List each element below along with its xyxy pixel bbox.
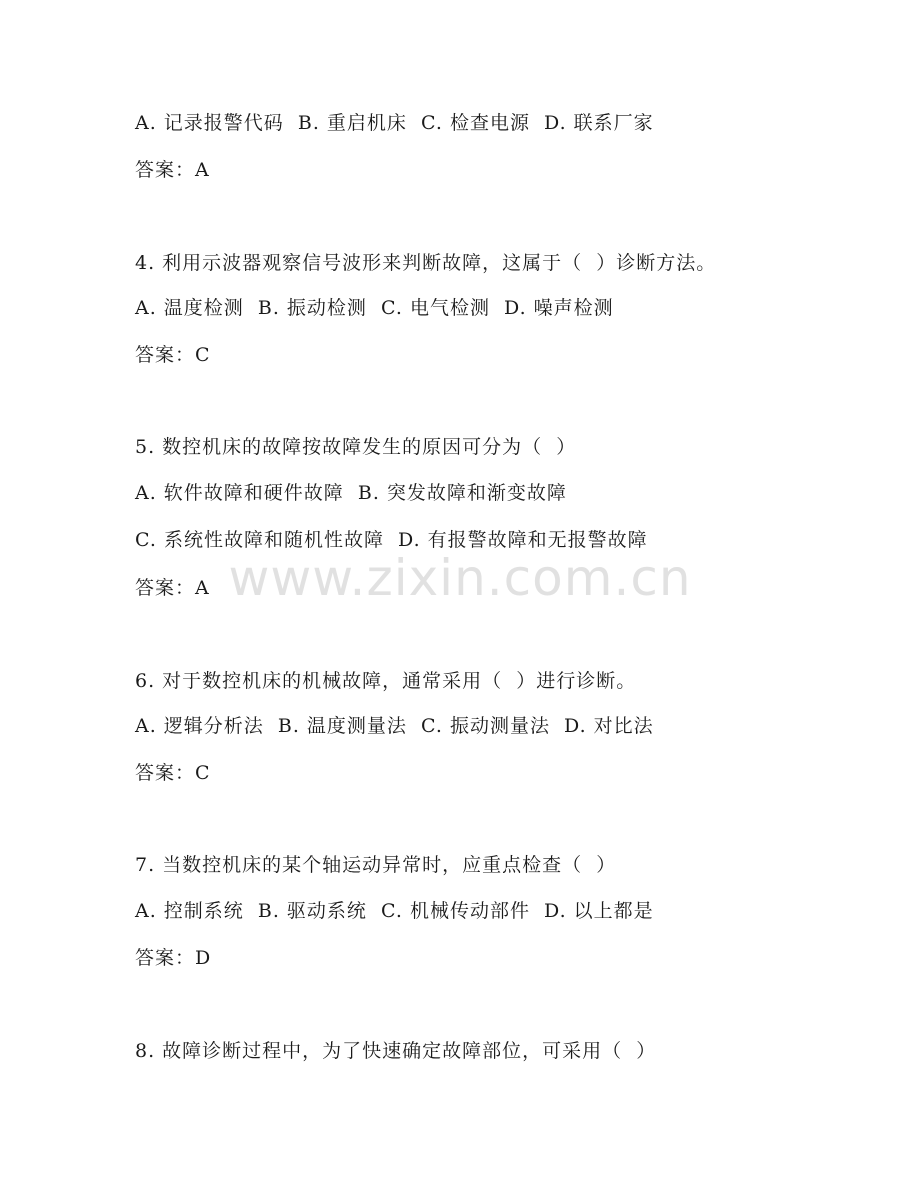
q4-answer: 答案：C	[135, 344, 211, 366]
q3-answer: 答案：A	[135, 159, 210, 181]
q7-options: A. 控制系统 B. 驱动系统 C. 机械传动部件 D. 以上都是	[135, 900, 654, 922]
q3-options: A. 记录报警代码 B. 重启机床 C. 检查电源 D. 联系厂家	[135, 112, 654, 134]
q6-question: 6. 对于数控机床的机械故障，通常采用（ ）进行诊断。	[135, 670, 637, 692]
q5-options-line1: A. 软件故障和硬件故障 B. 突发故障和渐变故障	[135, 482, 567, 504]
q7-answer: 答案：D	[135, 947, 212, 969]
q5-answer: 答案：A	[135, 577, 210, 599]
q6-answer: 答案：C	[135, 762, 211, 784]
q6-options: A. 逻辑分析法 B. 温度测量法 C. 振动测量法 D. 对比法	[135, 715, 654, 737]
q5-question: 5. 数控机床的故障按故障发生的原因可分为（ ）	[135, 436, 577, 458]
q4-options: A. 温度检测 B. 振动检测 C. 电气检测 D. 噪声检测	[135, 297, 614, 319]
q4-question: 4. 利用示波器观察信号波形来判断故障，这属于（ ）诊断方法。	[135, 252, 717, 274]
q8-question: 8. 故障诊断过程中，为了快速确定故障部位，可采用（ ）	[135, 1040, 657, 1062]
q5-options-line2: C. 系统性故障和随机性故障 D. 有报警故障和无报警故障	[135, 529, 648, 551]
q7-question: 7. 当数控机床的某个轴运动异常时，应重点检查（ ）	[135, 854, 617, 876]
watermark: www.zixin.com.cn	[228, 549, 692, 607]
